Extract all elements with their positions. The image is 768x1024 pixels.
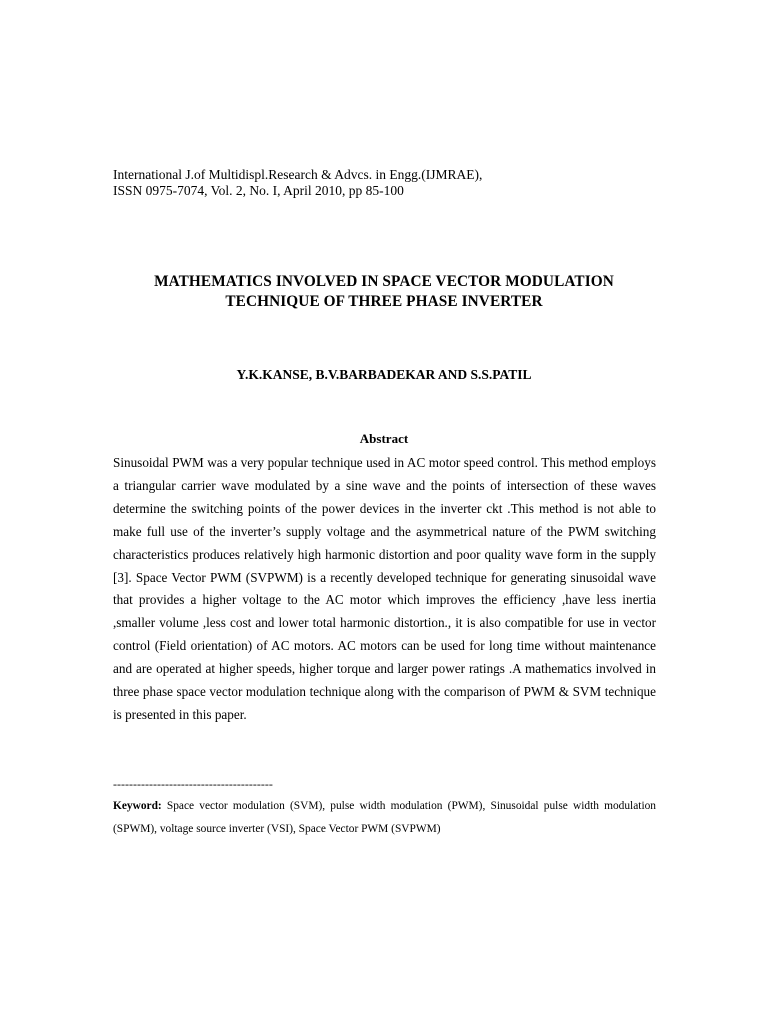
- journal-header-line-1: International J.of Multidispl.Research & Advcs. in Engg.(IJMRAE),: [113, 167, 483, 182]
- keywords-text: Space vector modulation (SVM), pulse width modulation (PWM), Sinusoidal pulse width modulation (SPWM), voltage source inverter (VSI), Space Vector PWM (SVPWM): [113, 800, 656, 835]
- journal-header: [113, 167, 673, 199]
- abstract-heading: Abstract: [359, 431, 409, 446]
- paper-title: [100, 272, 668, 312]
- paper-authors: Y.K.KANSE, B.V.BARBADEKAR AND S.S.PATIL: [236, 367, 532, 382]
- paper-title-line-1: MATHEMATICS INVOLVED IN SPACE VECTOR MODULATION: [154, 273, 614, 290]
- abstract-text: Sinusoidal PWM was a very popular technique used in AC motor speed control. This method employs a triangular carrier wave modulated by a sine wave and the points of intersection of these waves determine the switching points of the power devices in the inverter ckt .This method is not able to make full use of the inverter’s supply voltage and the asymmetrical nature of the PWM switching characteristics produces relatively high harmonic distortion and poor quality wave form in the supply [3]. Space Vector PWM (SVPWM) is a recently developed technique for generating sinusoidal wave that provides a higher voltage to the AC motor which improves the efficiency ,have less inertia ,smaller volume ,less cost and lower total harmonic distortion., it is also compatible for use in vector control (Field orientation) of AC motors. AC motors can be used for long time without maintenance and are operated at higher speeds, higher torque and larger power ratings .A mathematics involved in three phase space vector modulation technique along with the comparison of PWM & SVM technique is presented in this paper.: [113, 455, 656, 722]
- footnote-rule: ----------------------------------------: [113, 777, 273, 791]
- keywords-label: Keyword:: [113, 800, 162, 812]
- keywords-footnote: [113, 795, 656, 840]
- journal-header-line-2: ISSN 0975-7074, Vol. 2, No. I, April 2010, pp 85-100: [113, 183, 404, 198]
- paper-title-line-2: TECHNIQUE OF THREE PHASE INVERTER: [225, 293, 543, 310]
